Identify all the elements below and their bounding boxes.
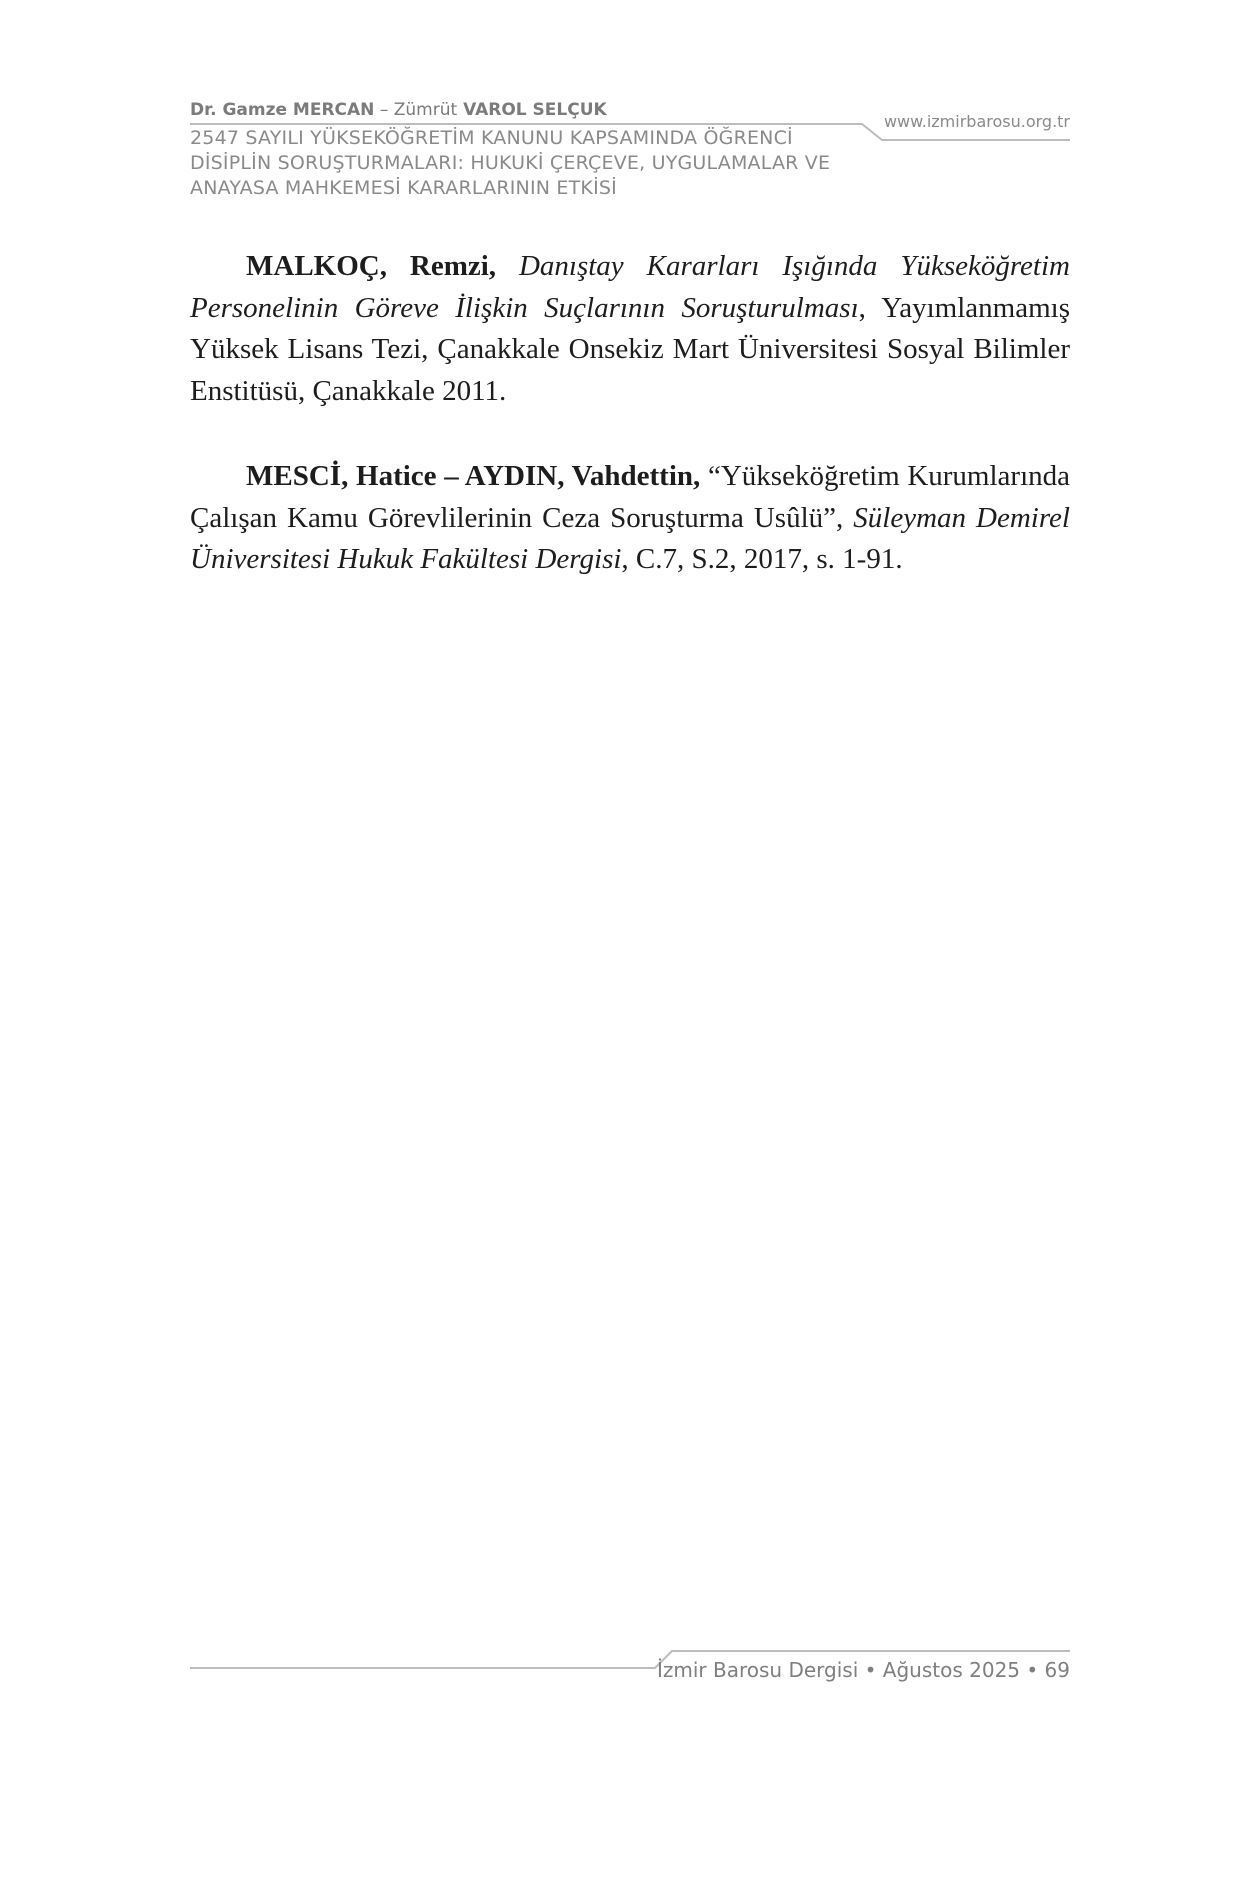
footer-journal: İzmir Barosu Dergisi (657, 1658, 859, 1682)
running-footer (657, 1658, 1070, 1682)
header-title-line: ANAYASA MAHKEMESİ KARARLARININ ETKİSİ (190, 177, 617, 199)
reference-entry (190, 456, 1070, 581)
header-title-line: 2547 SAYILI YÜKSEKÖĞRETİM KANUNU KAPSAMINDA ÖĞRENCİ (190, 127, 793, 149)
website-link[interactable]: www.izmirbarosu.org.tr (883, 112, 1070, 131)
reference-details: , C.7, S.2, 2017, s. 1-91. (621, 543, 903, 575)
reference-author: MESCİ, Hatice – AYDIN, Vahdettin, (246, 460, 701, 492)
reference-author: MALKOÇ, Remzi, (246, 250, 497, 282)
author-1: Dr. Gamze MERCAN (190, 100, 375, 120)
footer-bullet: • (864, 1658, 877, 1682)
header-rule (190, 124, 1070, 140)
reference-title: Danıştay Kararları Işığında Yükseköğretim Personelinin Göreve İlişkin Suçlarının Soruşturulması (190, 250, 1070, 324)
author-2-given-name: Zümrüt (393, 100, 458, 120)
author-separator: – (374, 100, 394, 120)
header-title-line: DİSİPLİN SORUŞTURMALARI: HUKUKİ ÇERÇEVE, UYGULAMALAR VE (190, 152, 831, 174)
page-number: 69 (1044, 1658, 1070, 1682)
reference-journal: Süleyman Demirel Üniversitesi Hukuk Fakültesi Dergisi (190, 501, 1070, 575)
reference-article-title: “Yükseköğretim Kurumlarında Çalışan Kamu Görevlilerinin Ceza Soruşturma Usûlü”, (190, 460, 1070, 534)
reference-entry (190, 246, 1070, 412)
author-2-family-name: VAROL SELÇUK (463, 100, 607, 120)
bibliography (190, 246, 1070, 581)
footer-bullet: • (1026, 1658, 1039, 1682)
reference-details: , Yayımlanmamış Yüksek Lisans Tezi, Çanakkale Onsekiz Mart Üniversitesi Sosyal Bilimler Enstitüsü, Çanakkale 2011. (190, 291, 1070, 407)
footer-issue: Ağustos 2025 (882, 1658, 1021, 1682)
